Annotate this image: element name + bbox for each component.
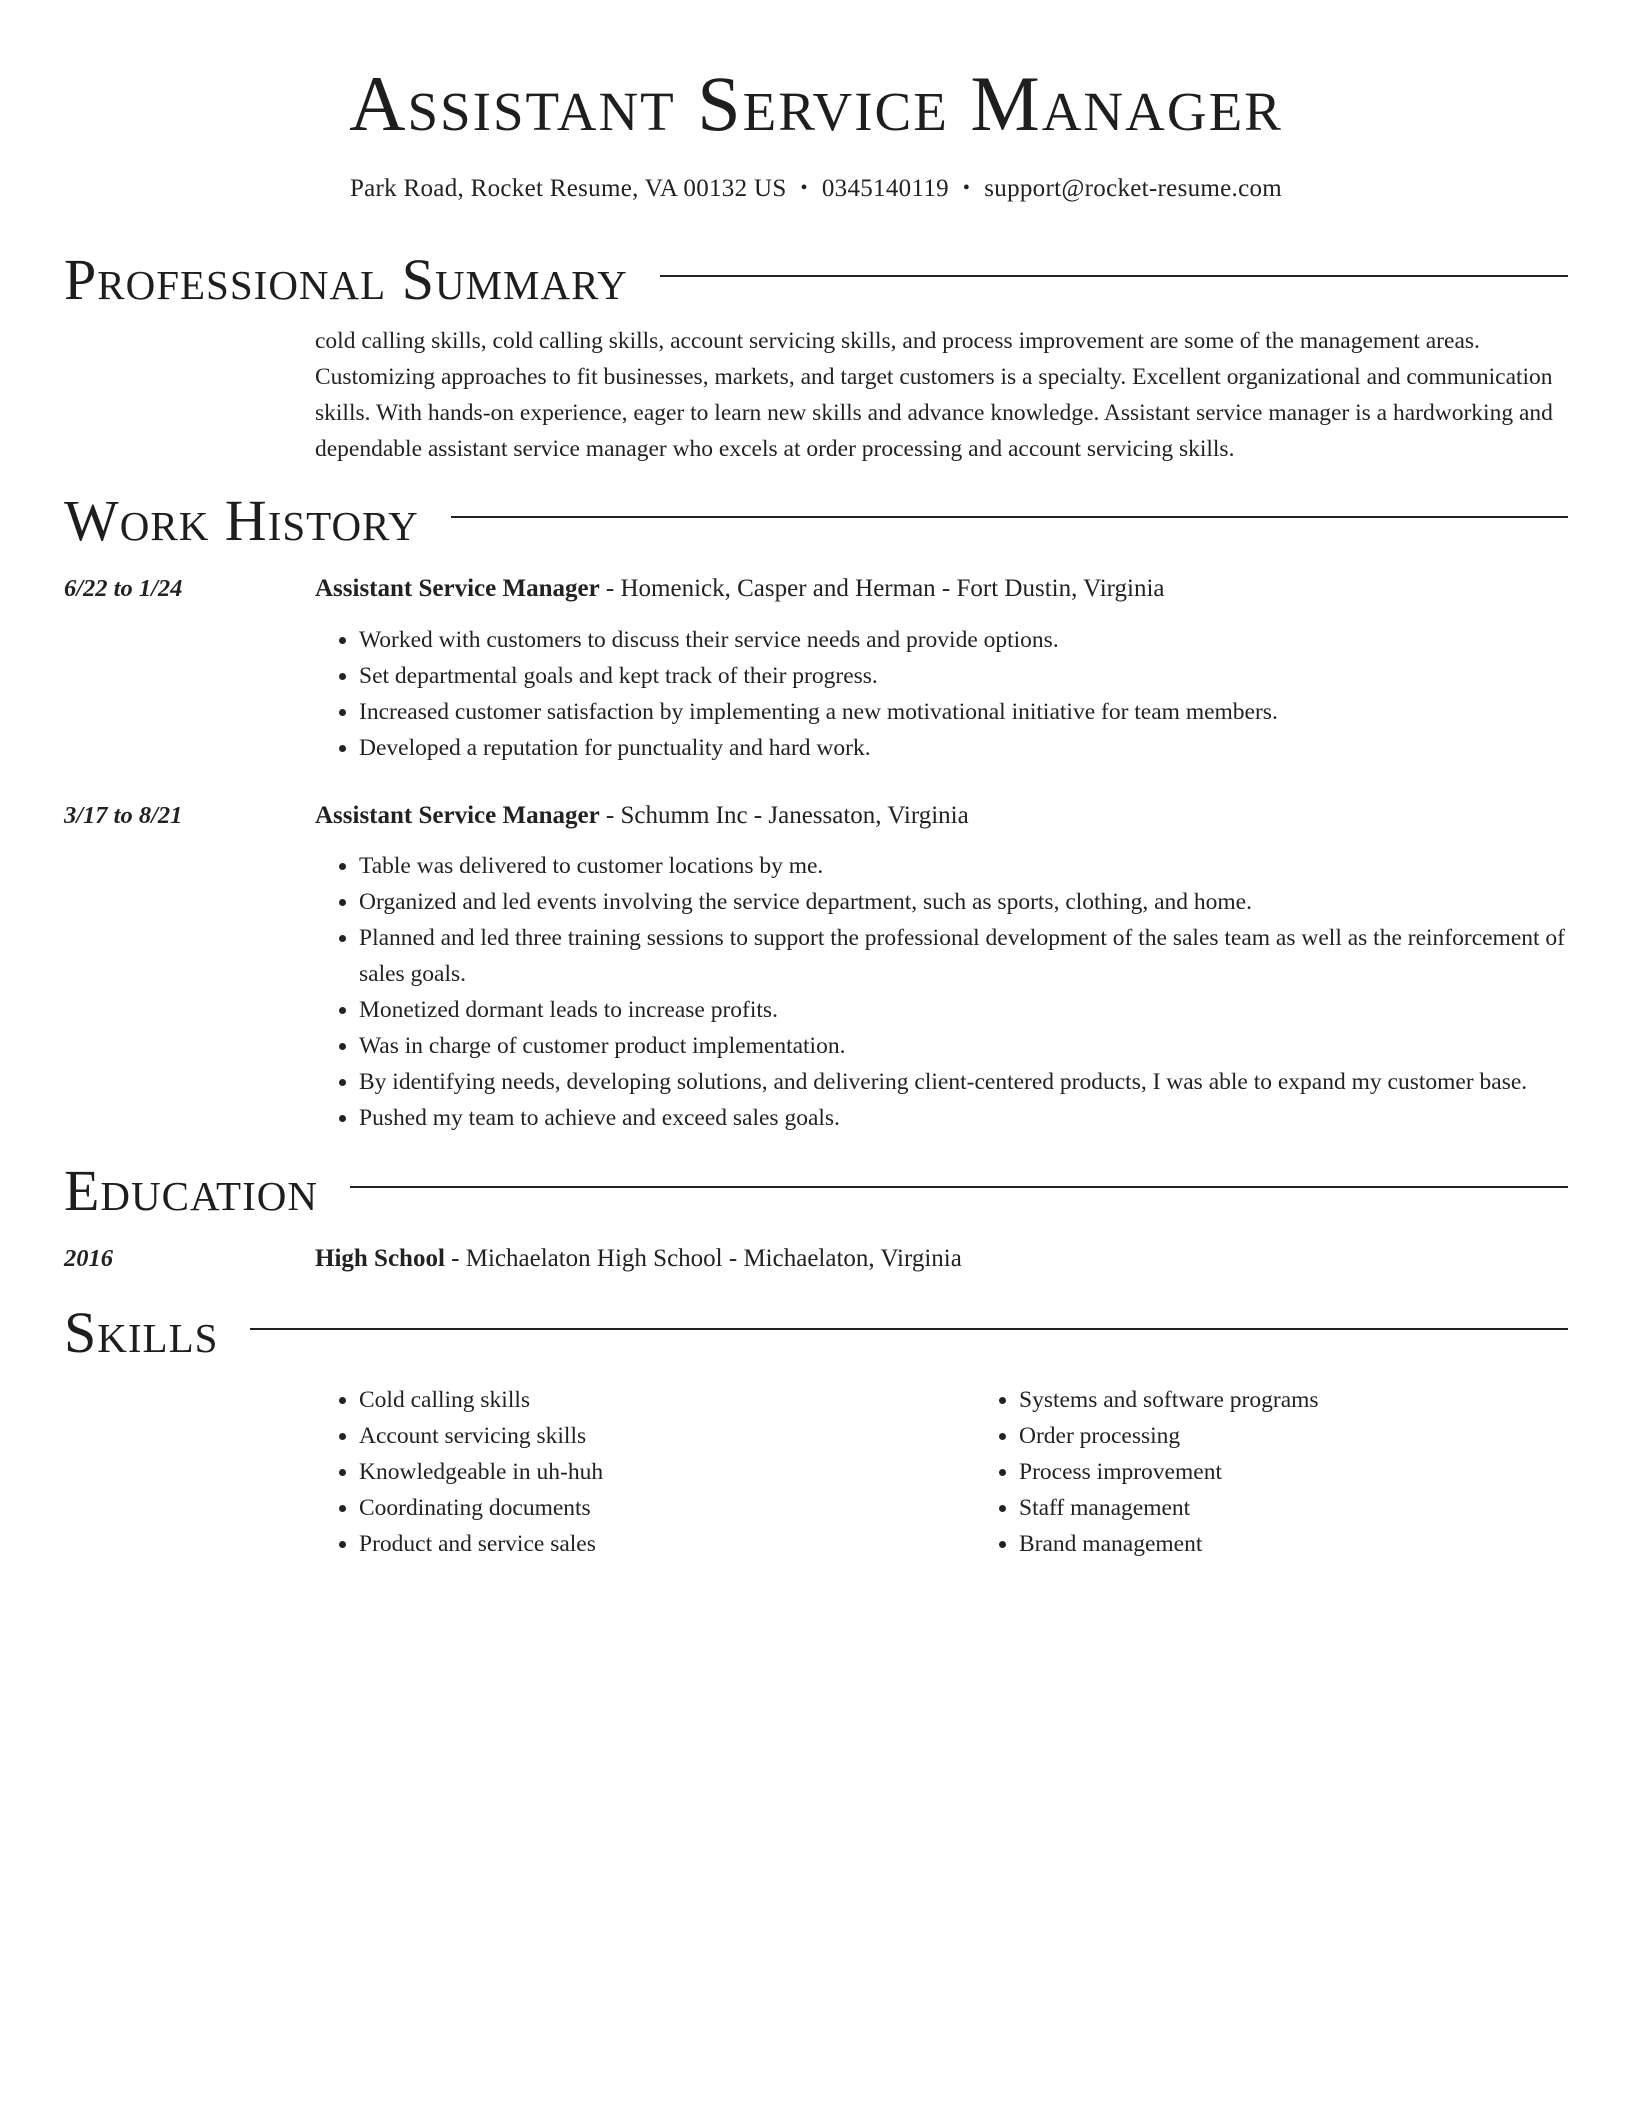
job-body	[315, 799, 1568, 1136]
resume-title: Assistant Service Manager	[349, 60, 1283, 147]
job-bullet: • Planned and led three training sessions to support the professional development of the sales team as well as the reinforcement of sales goals.	[359, 920, 1568, 992]
skill-item: • Knowledgeable in uh-huh	[359, 1454, 975, 1490]
skill-item: • Process improvement	[1019, 1454, 1568, 1490]
job-bullets	[315, 622, 1568, 766]
education-entry	[64, 1242, 1568, 1276]
job-bullet: • Developed a reputation for punctuality and hard work.	[359, 730, 1568, 766]
contact-phone: 0345140119	[821, 175, 949, 202]
job-bullet: • Was in charge of customer product implementation.	[359, 1028, 1568, 1064]
contact-address: Park Road, Rocket Resume, VA 00132 US	[349, 175, 787, 202]
job-entry	[64, 799, 1568, 1136]
summary-section-heading	[64, 249, 1568, 311]
section-divider	[350, 1186, 1568, 1188]
job-title: Assistant Service Manager	[315, 802, 600, 829]
job-bullet: • Pushed my team to achieve and exceed sales goals.	[359, 1100, 1568, 1136]
education-section-heading	[64, 1160, 1568, 1222]
job-heading-line	[315, 572, 1568, 606]
skill-item: • Coordinating documents	[359, 1490, 975, 1526]
summary-heading-text: Professional Summary	[64, 247, 628, 312]
job-dates: 6/22 to 1/24	[64, 575, 183, 602]
contact-separator: •	[962, 177, 971, 199]
skills-section-heading	[64, 1302, 1568, 1364]
job-employer: - Schumm Inc - Janessaton, Virginia	[599, 802, 969, 829]
job-employer: - Homenick, Casper and Herman - Fort Dustin, Virginia	[599, 575, 1165, 602]
contact-email: support@rocket-resume.com	[984, 175, 1283, 202]
job-bullet: • Table was delivered to customer locations by me.	[359, 848, 1568, 884]
section-divider	[451, 516, 1568, 518]
section-divider	[660, 275, 1568, 277]
section-divider	[250, 1328, 1568, 1330]
education-heading-text: Education	[64, 1158, 318, 1223]
skill-item: • Systems and software programs	[1019, 1382, 1568, 1418]
job-bullet: • Monetized dormant leads to increase profits.	[359, 992, 1568, 1028]
contact-separator: •	[800, 177, 808, 199]
job-bullet: • Increased customer satisfaction by implementing a new motivational initiative for team members.	[359, 694, 1568, 730]
job-title: Assistant Service Manager	[315, 575, 600, 602]
summary-text: cold calling skills, cold calling skills, account servicing skills, and process improvement are some of the management areas. Customizing approaches to fit businesses, markets, and target customers is a specialty. Excellent organizational and communication skills. With hands-on experience, eager to learn new skills and advance knowledge. Assistant service manager is a hardworking and dependable assistant service manager who excels at order processing and account servicing skills.	[315, 328, 1553, 462]
resume-page	[64, 0, 1568, 1562]
education-degree: High School	[315, 1245, 445, 1272]
job-body	[315, 572, 1568, 766]
skills-column-right	[975, 1382, 1568, 1562]
skills-heading-text: Skills	[64, 1300, 219, 1365]
job-bullet: • Worked with customers to discuss their service needs and provide options.	[359, 622, 1568, 658]
skill-item: • Order processing	[1019, 1418, 1568, 1454]
job-heading-line	[315, 799, 1568, 833]
job-entry	[64, 572, 1568, 766]
education-line	[315, 1242, 1568, 1276]
job-bullet: • Set departmental goals and kept track of their progress.	[359, 658, 1568, 694]
job-bullets	[315, 848, 1568, 1136]
skill-item: • Product and service sales	[359, 1526, 975, 1562]
skills-column-left	[315, 1382, 975, 1562]
education-body	[315, 1242, 1568, 1276]
skill-item: • Brand management	[1019, 1526, 1568, 1562]
job-dates: 3/17 to 8/21	[64, 802, 183, 829]
education-year: 2016	[64, 1245, 113, 1272]
education-school: - Michaelaton High School - Michaelaton, Virginia	[444, 1245, 962, 1272]
skill-item: • Cold calling skills	[359, 1382, 975, 1418]
skill-item: • Account servicing skills	[359, 1418, 975, 1454]
job-bullet: • By identifying needs, developing solutions, and delivering client-centered products, I was able to expand my customer base.	[359, 1064, 1568, 1100]
skills-list	[315, 1382, 1568, 1562]
work-heading-text: Work History	[64, 488, 419, 553]
job-bullet: • Organized and led events involving the service department, such as sports, clothing, and home.	[359, 884, 1568, 920]
contact-line	[64, 172, 1568, 207]
work-section-heading	[64, 490, 1568, 552]
skill-item: • Staff management	[1019, 1490, 1568, 1526]
